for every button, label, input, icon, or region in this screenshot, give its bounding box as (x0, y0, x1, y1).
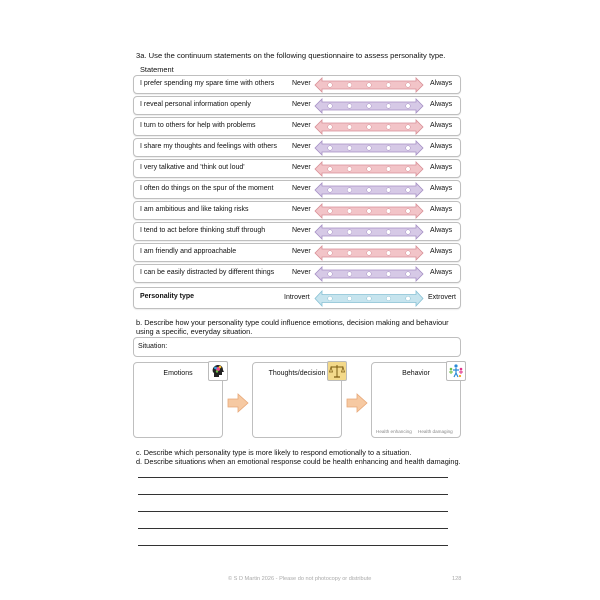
scale-point[interactable] (386, 188, 391, 193)
scale-point[interactable] (406, 188, 411, 193)
scale-point[interactable] (386, 209, 391, 214)
statement-text: I can be easily distracted by different things (140, 269, 275, 276)
personality-type-row (133, 287, 461, 309)
arrow-emotions-to-thoughts (227, 393, 249, 418)
statement-row (133, 96, 461, 115)
health-damaging-label: Health damaging (418, 429, 453, 434)
statement-row (133, 75, 461, 94)
scale-point[interactable] (406, 296, 411, 301)
answer-line[interactable] (138, 511, 448, 512)
always-label: Always (430, 122, 453, 129)
scale-point[interactable] (328, 104, 333, 109)
statement-text: I often do things on the spur of the moment (140, 185, 274, 192)
never-label: Never (292, 248, 311, 255)
scale-point[interactable] (386, 230, 391, 235)
people-icon (446, 361, 466, 381)
answer-line[interactable] (138, 494, 448, 495)
scale-point[interactable] (347, 125, 352, 130)
answer-line[interactable] (138, 545, 448, 546)
personality-type-label: Personality type (140, 293, 195, 300)
question-3a-heading: 3a. Use the continuum statements on the following questionnaire to assess personality type. (136, 51, 446, 60)
scale-point[interactable] (328, 209, 333, 214)
statement-row (133, 117, 461, 136)
scale-point[interactable] (347, 272, 352, 277)
thoughts-decision-box[interactable] (252, 362, 342, 438)
scale-point[interactable] (386, 296, 391, 301)
answer-line[interactable] (138, 528, 448, 529)
continuum-scale (314, 182, 424, 198)
continuum-scale (314, 140, 424, 156)
scale-point[interactable] (328, 167, 333, 172)
continuum-scale (314, 98, 424, 114)
head-icon (208, 361, 228, 381)
scale-point[interactable] (406, 272, 411, 277)
scale-point[interactable] (328, 83, 333, 88)
continuum-scale (314, 266, 424, 282)
scale-point[interactable] (347, 167, 352, 172)
behavior-box[interactable] (371, 362, 461, 438)
scale-point[interactable] (347, 251, 352, 256)
statement-row (133, 264, 461, 283)
scale-point[interactable] (367, 296, 372, 301)
arrow-thoughts-to-behavior (346, 393, 368, 418)
scale-point[interactable] (367, 104, 372, 109)
never-label: Never (292, 227, 311, 234)
statement-text: I prefer spending my spare time with others (140, 80, 275, 87)
always-label: Always (430, 143, 453, 150)
continuum-scale (314, 224, 424, 240)
scale-point[interactable] (367, 251, 372, 256)
emotions-label: Emotions (163, 370, 193, 377)
scale-point[interactable] (347, 230, 352, 235)
scale-point[interactable] (406, 83, 411, 88)
scale-point[interactable] (406, 146, 411, 151)
scale-point[interactable] (347, 296, 352, 301)
never-label: Never (292, 101, 311, 108)
situation-label: Situation: (138, 343, 168, 350)
statement-row (133, 159, 461, 178)
page-number: 128 (452, 576, 462, 582)
scale-point[interactable] (367, 146, 372, 151)
scale-point[interactable] (406, 167, 411, 172)
scale-point[interactable] (367, 188, 372, 193)
never-label: Never (292, 80, 311, 87)
scale-point[interactable] (386, 167, 391, 172)
scale-point[interactable] (367, 209, 372, 214)
statement-text: I reveal personal information openly (140, 101, 251, 108)
scale-point[interactable] (328, 146, 333, 151)
always-label: Always (430, 80, 453, 87)
always-label: Always (430, 206, 453, 213)
scale-point[interactable] (386, 272, 391, 277)
never-label: Never (292, 206, 311, 213)
always-label: Always (430, 164, 453, 171)
scale-point[interactable] (406, 125, 411, 130)
statement-text: I am friendly and approachable (140, 248, 237, 255)
continuum-scale (314, 77, 424, 93)
statement-text: I share my thoughts and feelings with others (140, 143, 277, 150)
introvert-label: Introvert (284, 294, 310, 301)
health-enhancing-label: Health enhancing (376, 429, 412, 434)
scale-point[interactable] (328, 125, 333, 130)
scale-point[interactable] (367, 230, 372, 235)
continuum-scale (314, 119, 424, 135)
scale-point[interactable] (347, 188, 352, 193)
scale-point[interactable] (347, 104, 352, 109)
scale-point[interactable] (328, 188, 333, 193)
always-label: Always (430, 269, 453, 276)
scale-point[interactable] (386, 125, 391, 130)
scale-point[interactable] (406, 230, 411, 235)
scale-point[interactable] (367, 83, 372, 88)
scale-point[interactable] (367, 272, 372, 277)
scale-point[interactable] (386, 104, 391, 109)
extrovert-label: Extrovert (428, 294, 457, 301)
scale-point[interactable] (386, 83, 391, 88)
continuum-scale (314, 161, 424, 177)
question-b-text: b. Describe how your personality type could influence emotions, decision making and behaviour using a specific, everyday situation. (136, 318, 449, 336)
scale-point[interactable] (328, 296, 333, 301)
statement-row (133, 138, 461, 157)
always-label: Always (430, 101, 453, 108)
always-label: Always (430, 185, 453, 192)
statement-row (133, 243, 461, 262)
scale-point[interactable] (406, 251, 411, 256)
never-label: Never (292, 164, 311, 171)
never-label: Never (292, 269, 311, 276)
scale-point[interactable] (406, 209, 411, 214)
scale-point[interactable] (406, 104, 411, 109)
statement-text: I very talkative and 'think out loud' (140, 164, 245, 171)
never-label: Never (292, 185, 311, 192)
continuum-scale (314, 203, 424, 219)
scales-icon (327, 361, 347, 381)
scale-point[interactable] (328, 251, 333, 256)
questions-c-d (136, 448, 461, 466)
scale-point[interactable] (386, 251, 391, 256)
question-c-text: c. Describe which personality type is more likely to respond emotionally to a situation. (136, 448, 412, 457)
statement-row (133, 222, 461, 241)
statement-text: I tend to act before thinking stuff through (140, 227, 266, 234)
continuum-scale (314, 245, 424, 261)
statement-column-header: Statement (140, 65, 174, 74)
statement-text: I turn to others for help with problems (140, 122, 256, 129)
answer-line[interactable] (138, 477, 448, 478)
scale-point[interactable] (347, 146, 352, 151)
scale-point[interactable] (347, 83, 352, 88)
behavior-label: Behavior (402, 370, 430, 377)
always-label: Always (430, 248, 453, 255)
copyright-footer: © S D Martin 2026 - Please do not photocopy or distribute (228, 576, 372, 582)
statement-row (133, 201, 461, 220)
scale-point[interactable] (347, 209, 352, 214)
scale-point[interactable] (386, 146, 391, 151)
situation-field[interactable] (133, 337, 461, 357)
scale-point[interactable] (328, 272, 333, 277)
statement-row (133, 180, 461, 199)
question-d-text: d. Describe situations when an emotional response could be health enhancing and health damaging. (136, 457, 461, 466)
thoughts-decision-label: Thoughts/decision (268, 370, 326, 377)
always-label: Always (430, 227, 453, 234)
statement-text: I am ambitious and like taking risks (140, 206, 249, 213)
emotions-box[interactable] (133, 362, 223, 438)
never-label: Never (292, 122, 311, 129)
continuum-scale (314, 290, 424, 307)
scale-point[interactable] (367, 125, 372, 130)
scale-point[interactable] (367, 167, 372, 172)
scale-point[interactable] (328, 230, 333, 235)
never-label: Never (292, 143, 311, 150)
